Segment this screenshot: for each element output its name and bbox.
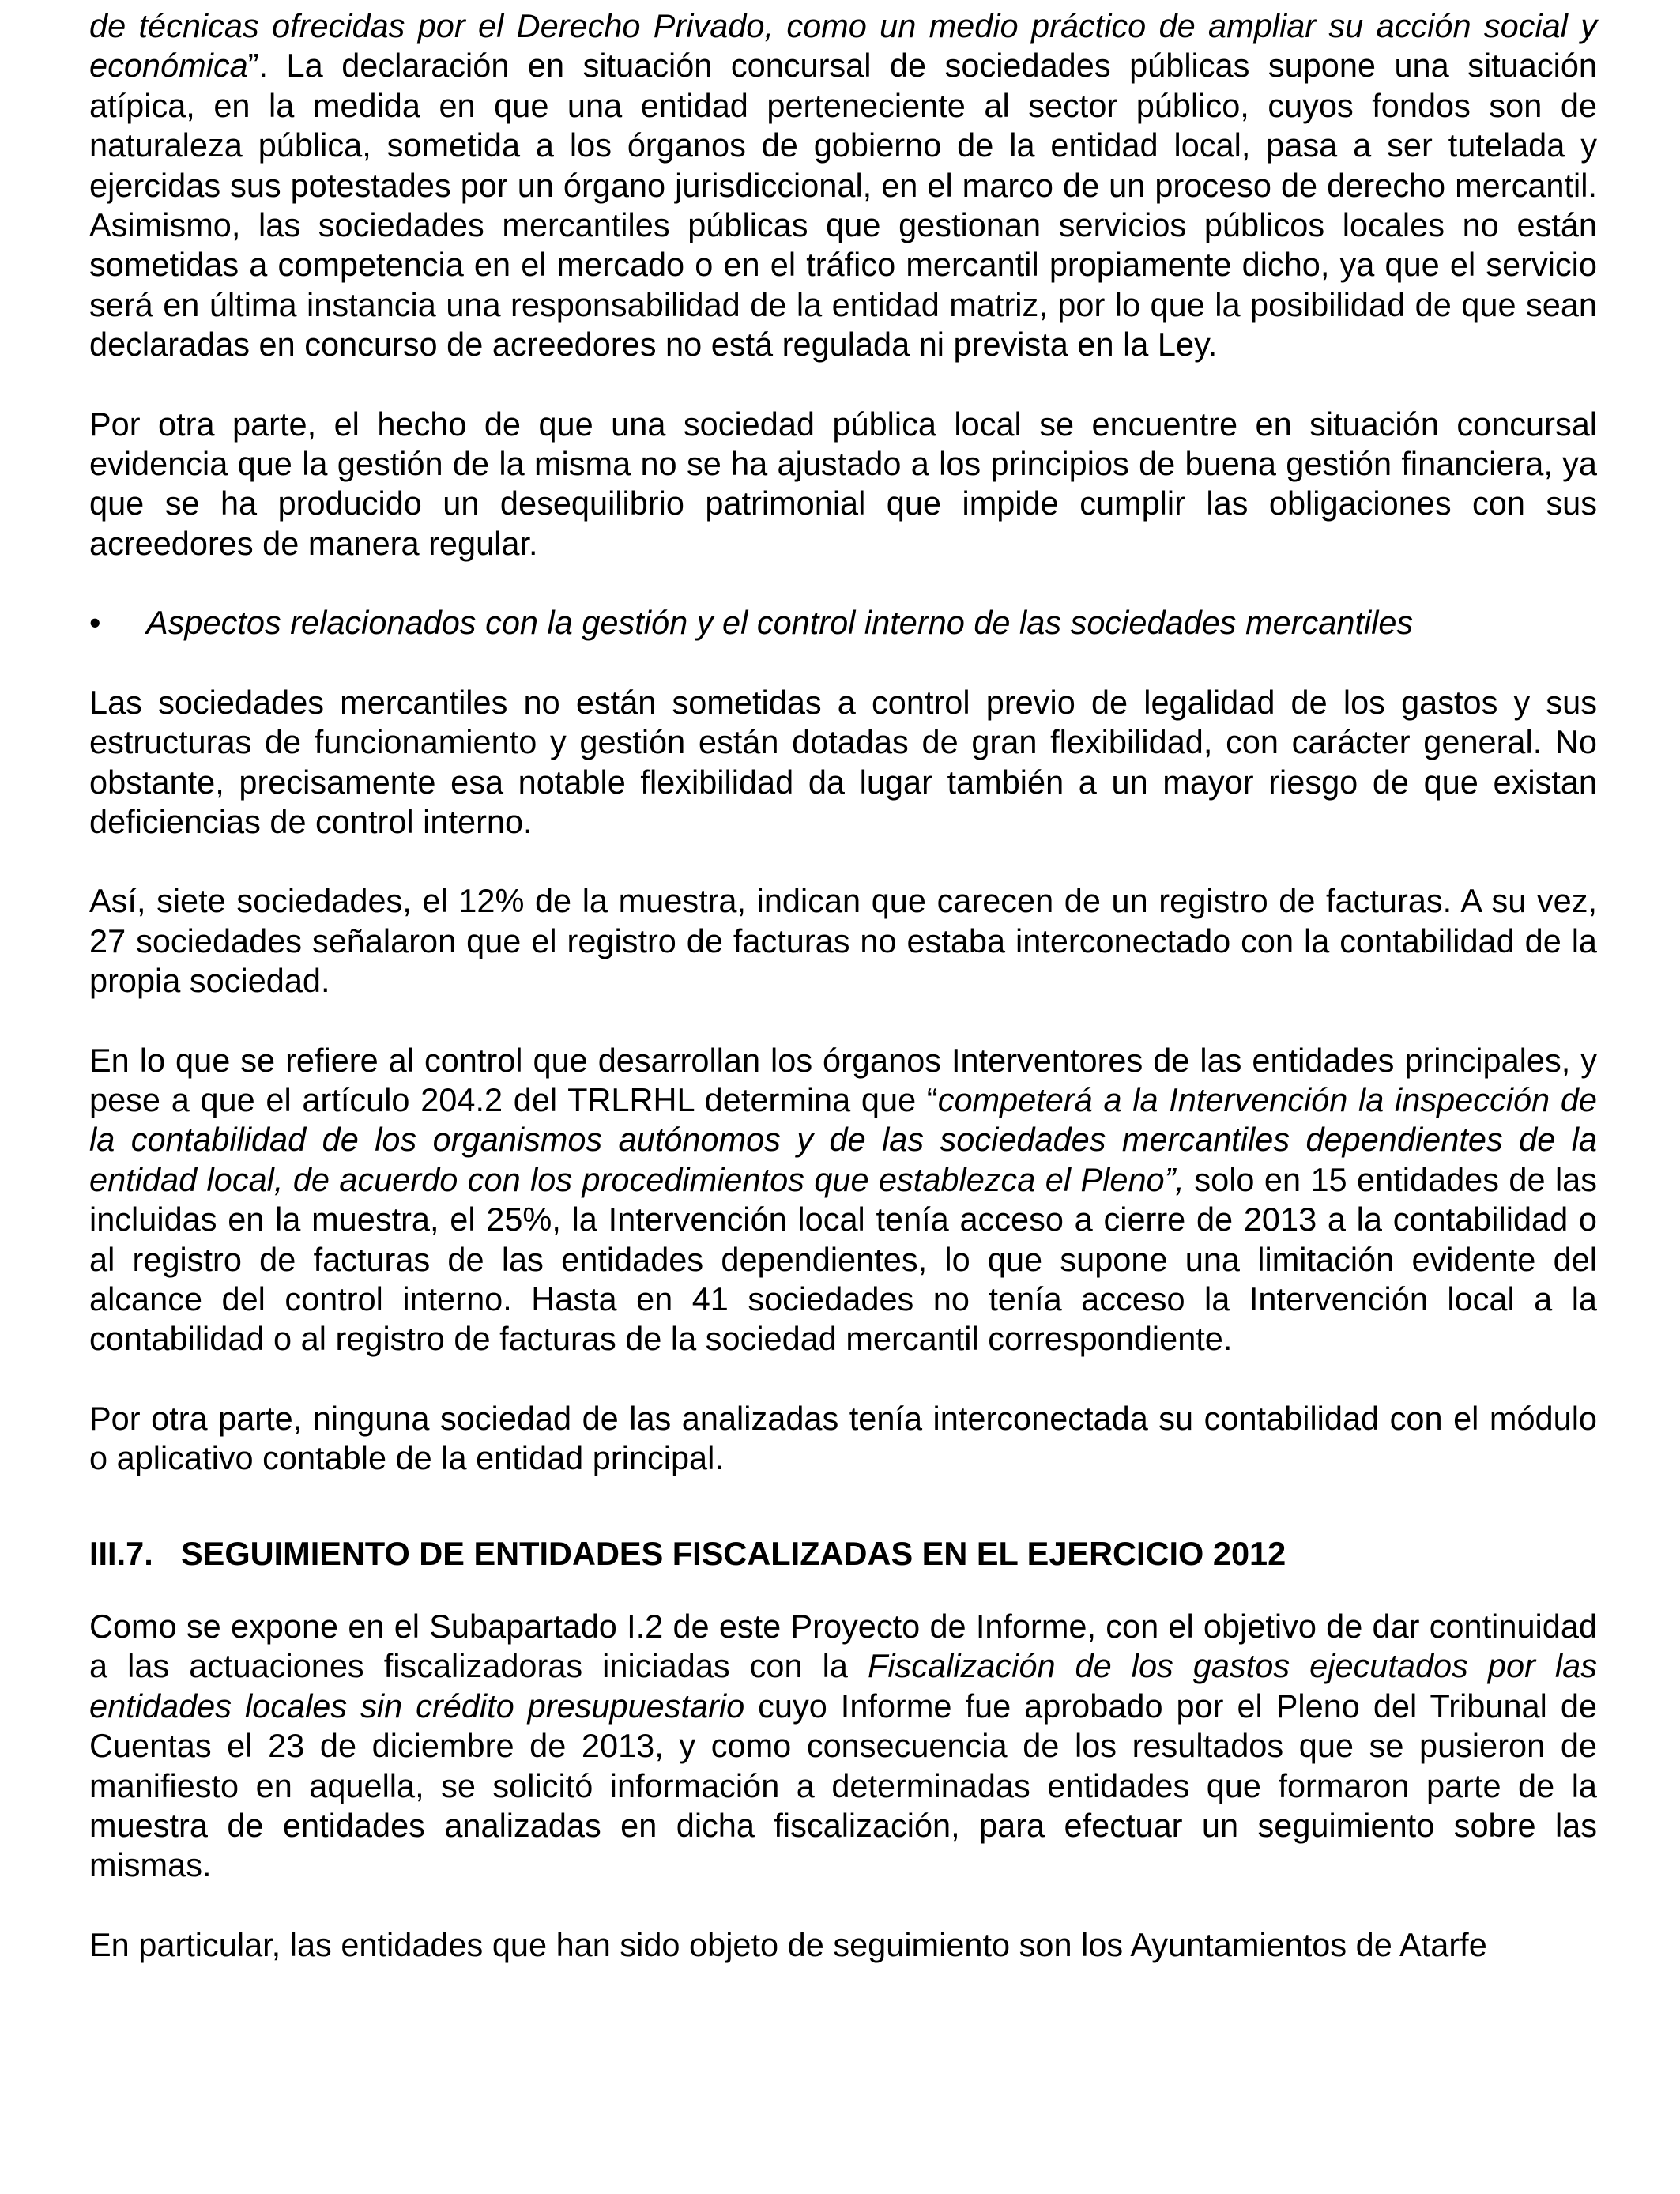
paragraph-concurso-sociedades xyxy=(89,6,1597,365)
section-heading xyxy=(89,1534,1597,1574)
paragraph-registro-facturas: Así, siete sociedades, el 12% de la muestra, indican que carecen de un registro de facturas. A su vez, 27 sociedades señalaron que el registro de facturas no estaba interconectado con la contabilidad de la propia sociedad. xyxy=(89,882,1597,1000)
paragraph-text: solo en 15 entidades de las incluidas en la muestra, el 25%, la Intervención local tenía acceso a cierre de 2013 a la contabilidad o al registro de facturas de las entidades dependientes, lo que supone una limitación evidente del alcance del control interno. Hasta en 41 sociedades no tenía acceso la Intervención local a la contabilidad o al registro de facturas de la sociedad mercantil correspondiente. xyxy=(89,1160,1598,1358)
paragraph-text: En lo que se refiere al control que desarrollan los órganos Interventores de las entidades principales, y pese a que el artículo 204.2 del TRLRHL determina que “ xyxy=(89,1041,1597,1118)
document-page xyxy=(89,6,1597,1965)
paragraph-intervencion xyxy=(89,1041,1597,1359)
paragraph-text: cuyo Informe fue aprobado por el Pleno del Tribunal de Cuentas el 23 de diciembre de 2013, y como consecuencia de los resultados que se pusieron de manifiesto en aquella, se solicitó información a determinadas entidades que formaron parte de la muestra de entidades analizadas en dicha fiscalización, para efectuar un seguimiento sobre las mismas. xyxy=(89,1687,1597,1884)
paragraph-text: ”. La declaración en situación concursal de sociedades públicas supone una situación atípica, en la medida en que una entidad perteneciente al sector público, cuyos fondos son de naturaleza pública, sometida a los órganos de gobierno de la entidad local, pasa a ser tutelada y ejercidas sus potestades por un órgano jurisdiccional, en el marco de un proceso de derecho mercantil. Asimismo, las sociedades mercantiles públicas que gestionan servicios públicos locales no están sometidas a competencia en el mercado o en el tráfico mercantil propiamente dicho, ya que el servicio será en última instancia una responsabilidad de la entidad matriz, por lo que la posibilidad de que sean declaradas en concurso de acreedores no está regulada ni prevista en la Ley. xyxy=(89,47,1597,364)
italic-quote: competerá a la Intervención la inspección de la contabilidad de los organismos autónomos y de las sociedades mercantiles dependientes de la entidad local, de acuerdo con los procedimientos que establezca el Pleno”, xyxy=(89,1080,1597,1198)
italic-title: Fiscalización de los gastos ejecutados por las entidades locales sin crédito presupuestario xyxy=(89,1647,1597,1725)
italic-quote: de técnicas ofrecidas por el Derecho Privado, como un medio práctico de ampliar su acción social y económica xyxy=(89,7,1597,85)
paragraph-control-previo: Las sociedades mercantiles no están sometidas a control previo de legalidad de los gastos y sus estructuras de funcionamiento y gestión están dotadas de gran flexibilidad, con carácter general. No obstante, precisamente esa notable flexibilidad da lugar también a un mayor riesgo de que existan deficiencias de control interno. xyxy=(89,683,1597,840)
section-number: III.7. xyxy=(89,1534,153,1572)
paragraph-seguimiento xyxy=(89,1607,1597,1886)
bullet-item xyxy=(89,603,1597,643)
bullet-icon: • xyxy=(89,604,101,642)
section-title: SEGUIMIENTO DE ENTIDADES FISCALIZADAS EN EL EJERCICIO 2012 xyxy=(181,1534,1286,1572)
paragraph-entidades-seguimiento: En particular, las entidades que han sido objeto de seguimiento son los Ayuntamientos de Atarfe xyxy=(89,1925,1487,1963)
bullet-text: Aspectos relacionados con la gestión y el control interno de las sociedades mercantiles xyxy=(146,604,1414,642)
paragraph-situacion-concursal: Por otra parte, el hecho de que una sociedad pública local se encuentre en situación concursal evidencia que la gestión de la misma no se ha ajustado a los principios de buena gestión financiera, ya que se ha producido un desequilibrio patrimonial que impide cumplir las obligaciones con sus acreedores de manera regular. xyxy=(89,405,1597,562)
paragraph-interconexion: Por otra parte, ninguna sociedad de las analizadas tenía interconectada su contabilidad con el módulo o aplicativo contable de la entidad principal. xyxy=(89,1399,1597,1477)
paragraph-text: Como se expone en el Subapartado I.2 de este Proyecto de Informe, con el objetivo de dar continuidad a las actuaciones fiscalizadoras iniciadas con la xyxy=(89,1608,1597,1685)
